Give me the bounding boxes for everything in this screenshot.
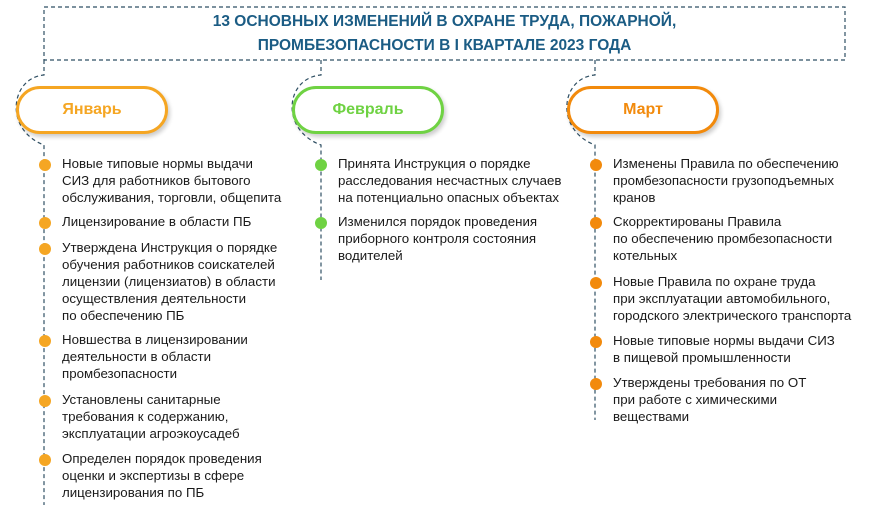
list-item-line: Новые типовые нормы выдачи (62, 156, 253, 171)
list-item (62, 450, 262, 501)
list-item-line: кранов (613, 190, 656, 205)
list-item-line: эксплуатации агроэкоусадеб (62, 426, 240, 441)
list-item-line: промбезопасности грузоподъемных (613, 173, 834, 188)
list-item-line: по обеспечению промбезопасности (613, 231, 833, 246)
bullet-dot-icon (39, 395, 51, 407)
title-line: ПРОМБЕЗОПАСНОСТИ В I КВАРТАЛЕ 2023 ГОДА (257, 37, 632, 54)
list-item-line: лицензирования по ПБ (62, 485, 205, 500)
list-item-line: осуществления деятельности (62, 291, 247, 306)
bullet-dot-icon (315, 159, 327, 171)
month-pill: Март (567, 86, 719, 134)
month-pill: Январь (16, 86, 168, 134)
list-item-line: Новые типовые нормы выдачи СИЗ (613, 333, 835, 348)
list-item-line: котельных (613, 248, 678, 263)
list-item-line: по обеспечению ПБ (62, 308, 185, 323)
list-item-line: Принята Инструкция о порядке (338, 156, 531, 171)
list-item-line: расследования несчастных случаев (338, 173, 562, 188)
list-item-line: Изменился порядок проведения (338, 214, 538, 229)
list-item-line: обслуживания, торговли, общепита (62, 190, 282, 205)
list-item-line: городского электрического транспорта (613, 308, 852, 323)
bullet-dot-icon (315, 217, 327, 229)
bullet-dot-icon (39, 243, 51, 255)
list-item-line: Скорректированы Правила (613, 214, 782, 229)
list-item-line: на потенциально опасных объектах (338, 190, 560, 205)
bullet-dot-icon (39, 454, 51, 466)
list-item-line: приборного контроля состояния (338, 231, 537, 246)
list-item-line: промбезопасности (62, 366, 178, 381)
list-item-line: Новшества в лицензировании (62, 332, 248, 347)
title-line: 13 ОСНОВНЫХ ИЗМЕНЕНИЙ В ОХРАНЕ ТРУДА, ПОЖАРНОЙ, (212, 13, 677, 30)
bullet-dot-icon (39, 217, 51, 229)
list-item (613, 273, 851, 324)
bullet-dot-icon (590, 277, 602, 289)
list-item-line: деятельности в области (62, 349, 212, 364)
list-item-line: в пищевой промышленности (613, 350, 791, 365)
list-item-line: СИЗ для работников бытового (62, 173, 251, 188)
list-item-line: при эксплуатации автомобильного, (613, 291, 831, 306)
bullet-dot-icon (39, 159, 51, 171)
list-item-line: оценки и экспертизы в сфере (62, 468, 245, 483)
month-pill: Февраль (292, 86, 444, 134)
list-item (338, 155, 561, 206)
list-item-line: требования к содержанию, (62, 409, 229, 424)
list-item-line: веществами (613, 409, 690, 424)
bullet-dot-icon (590, 159, 602, 171)
list-item-line: Установлены санитарные (62, 392, 221, 407)
bullet-dot-icon (590, 378, 602, 390)
bullet-dot-icon (39, 335, 51, 347)
bullet-dot-icon (590, 217, 602, 229)
list-item (62, 239, 277, 324)
list-item-line: Изменены Правила по обеспечению (613, 156, 839, 171)
list-item-line: при работе с химическими (613, 392, 778, 407)
list-item-line: обучения работников соискателей (62, 257, 275, 272)
list-item-line: Новые Правила по охране труда (613, 274, 816, 289)
bullet-dot-icon (590, 336, 602, 348)
list-item-line: Лицензирование в области ПБ (62, 214, 252, 229)
list-item (62, 155, 281, 206)
list-item-line: водителей (338, 248, 403, 263)
list-item-line: лицензии (лицензиатов) в области (62, 274, 276, 289)
list-item (338, 213, 537, 264)
list-item (62, 391, 240, 442)
list-item (613, 213, 832, 264)
list-item (62, 213, 251, 230)
list-item-line: Определен порядок проведения (62, 451, 262, 466)
list-item (613, 155, 839, 206)
list-item-line: Утверждены требования по ОТ (613, 375, 807, 390)
list-item-line: Утверждена Инструкция о порядке (62, 240, 278, 255)
page-title (44, 10, 845, 58)
list-item (613, 332, 835, 366)
list-item (62, 331, 248, 382)
list-item (613, 374, 806, 425)
